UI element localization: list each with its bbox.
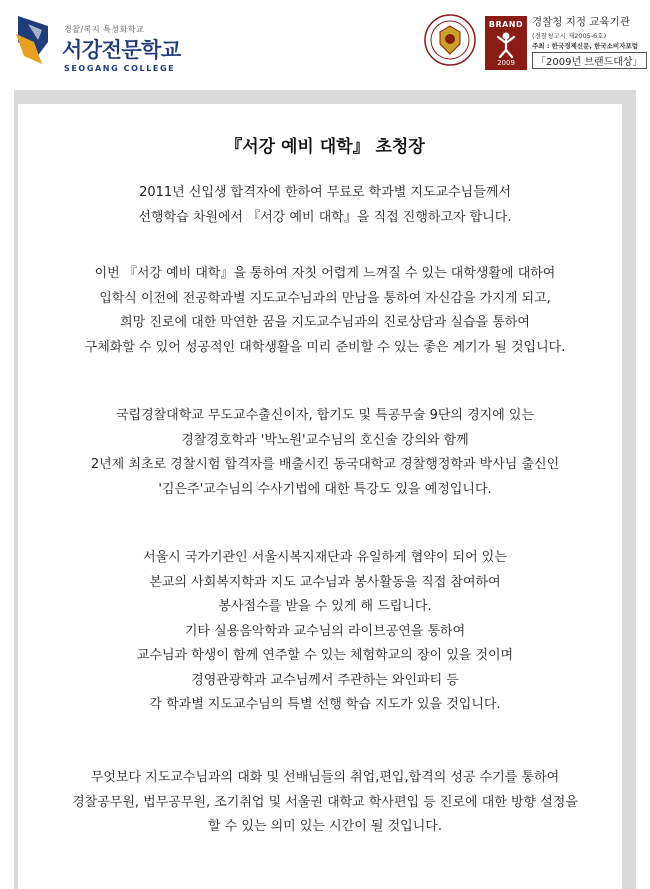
- paragraph-line: 교수님과 학생이 함께 연주할 수 있는 체험학교의 장이 있을 것이며: [136, 648, 514, 663]
- paragraph-lectures: [20, 404, 630, 502]
- paragraph-line: 할 수 있는 의미 있는 시간이 될 것입니다.: [208, 819, 442, 834]
- paragraph-line: 이번 『서강 예비 대학』을 통하여 자칫 어렵게 느껴질 수 있는 대학생활에 대하여: [94, 266, 556, 281]
- paragraph-activities: [20, 546, 630, 718]
- page-header: [0, 0, 650, 88]
- logo-english-name: SEOGANG COLLEGE: [64, 64, 176, 73]
- paragraph-line: 희망 진로에 대한 막연한 꿈을 지도교수님과의 진로상담과 실습을 통하여: [120, 315, 530, 330]
- paragraph-line: 경찰경호학과 '박노원'교수님의 호신술 강의와 함께: [181, 432, 469, 448]
- paragraph-line: 2년제 최초로 경찰시험 합격자를 배출시킨 동국대학교 경찰행정학과 박사님 출신인: [90, 457, 560, 472]
- paragraph-line: 경영관광학과 교수님께서 주관하는 와인파티 등: [191, 672, 459, 688]
- paragraph-line: '김은주'교수님의 수사기법에 대한 특강도 있을 예정입니다.: [158, 481, 492, 497]
- paragraph-line: 국립경찰대학교 무도교수출신이자, 합기도 및 특공무술 9단의 경지에 있는: [115, 408, 535, 423]
- paragraph-closing: [20, 766, 630, 840]
- award-info: [532, 14, 644, 69]
- paragraph-line: 입학식 이전에 전공학과별 지도교수님과의 만남을 통하여 자신감을 가지게 되고,: [99, 290, 551, 306]
- invitation-title: 『서강 예비 대학』 초청장: [225, 137, 425, 157]
- logo-subtitle: 경찰/복지 특성화학교: [64, 25, 145, 34]
- paragraph-line: 각 학과별 지도교수님의 특별 선행 학습 지도가 있을 것입니다.: [149, 697, 501, 712]
- paragraph-line: 본교의 사회복지학과 지도 교수님과 봉사활동을 직접 참여하여: [149, 574, 501, 590]
- paragraph-intro: [20, 181, 630, 230]
- college-logo[interactable]: [14, 10, 214, 76]
- college-emblem-icon: [14, 12, 52, 68]
- police-seal-icon: [424, 14, 476, 66]
- brand-badge-text: BRAND: [488, 20, 524, 29]
- logo-name: 서강전문학교: [62, 38, 181, 62]
- brand-badge-year: 2009: [497, 59, 515, 67]
- paragraph-line: 서울시 국가기관인 서울시복지재단과 유일하게 협약이 되어 있는: [143, 550, 507, 565]
- award-name: 「2009년 브랜드대상」: [532, 52, 647, 69]
- paragraph-line: 구체화할 수 있어 성공적인 대학생활을 미리 준비할 수 있는 좋은 계기가 될 것입니다.: [84, 339, 566, 355]
- paragraph-line: 선행학습 차원에서 『서강 예비 대학』을 직접 진행하고자 합니다.: [138, 209, 512, 225]
- award-notice: (경찰청고시 제2005-6호): [532, 32, 607, 40]
- award-title: 경찰청 지정 교육기관: [532, 16, 630, 28]
- paragraph-line: 봉사점수를 받을 수 있게 해 드립니다.: [218, 599, 432, 614]
- brand-award-badge: [485, 16, 527, 70]
- paragraph-line: 경찰공무원, 법무공무원, 조기취업 및 서울권 대학교 학사편입 등 진로에 대한 방향 설정을: [72, 794, 578, 810]
- paragraph-line: 무엇보다 지도교수님과의 대화 및 선배님들의 취업,편입,합격의 성공 수기를 통하여: [90, 770, 560, 785]
- paragraph-line: 기타 실용음악학과 교수님의 라이브공연을 통하여: [184, 623, 466, 639]
- award-figure-icon: [485, 29, 527, 59]
- paragraph-line: 2011년 신입생 합격자에 한하여 무료로 학과별 지도교수님들께서: [139, 185, 511, 200]
- paragraph-purpose: [20, 262, 630, 360]
- award-host: 주최 : 한국경제신문, 한국소비자포럼: [532, 42, 639, 50]
